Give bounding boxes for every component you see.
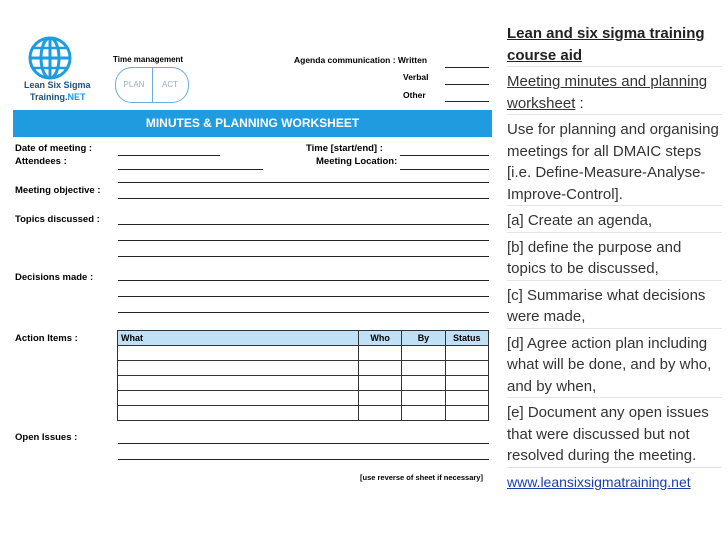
table-header-row — [118, 331, 489, 346]
table-row — [118, 406, 489, 421]
date-of-meeting-label: Date of meeting : — [15, 143, 93, 154]
attendees-label: Attendees : — [15, 156, 67, 167]
table-row — [118, 346, 489, 361]
side-subheading: Meeting minutes and planning worksheet — [507, 73, 708, 112]
side-subheading-block — [507, 71, 722, 115]
verbal-line — [445, 84, 489, 85]
side-description — [507, 23, 722, 497]
agenda-communication-label: Agenda communication : Written — [294, 55, 428, 65]
objective-line-1 — [118, 182, 489, 183]
meeting-objective-label: Meeting objective : — [15, 185, 101, 196]
side-step-a: [a] Create an agenda, — [507, 210, 722, 233]
other-label: Other — [403, 90, 426, 100]
attendees-line — [118, 169, 263, 170]
table-row — [118, 361, 489, 376]
side-step-e: [e] Document any open issues that were discussed but not resolved during the meeting. — [507, 402, 722, 468]
table-row — [118, 376, 489, 391]
open-issues-line-2 — [118, 459, 489, 460]
time-label: Time [start/end] : — [306, 143, 383, 154]
globe-logo-icon — [28, 36, 72, 80]
verbal-label: Verbal — [403, 72, 429, 82]
decisions-line-2 — [118, 296, 489, 297]
time-line — [400, 155, 489, 156]
website-link[interactable]: www.leansixsigmatraining.net — [507, 473, 691, 490]
written-line — [445, 67, 489, 68]
topics-line-2 — [118, 240, 489, 241]
logo-net: NET — [67, 92, 86, 102]
table-header-by: By — [402, 331, 445, 346]
topics-line-3 — [118, 256, 489, 257]
decisions-made-label: Decisions made : — [15, 272, 94, 283]
table-header-what: What — [118, 331, 359, 346]
side-subheading-suffix: : — [575, 94, 584, 112]
objective-line-2 — [118, 198, 489, 199]
table-header-who: Who — [358, 331, 401, 346]
table-header-status: Status — [445, 331, 488, 346]
open-issues-label: Open Issues : — [15, 432, 78, 443]
worksheet-banner-title: MINUTES & PLANNING WORKSHEET — [13, 110, 492, 137]
plan-act-pill — [115, 67, 189, 103]
time-management-label: Time management — [113, 55, 184, 64]
table-row — [118, 391, 489, 406]
decisions-line-3 — [118, 312, 489, 313]
action-items-label: Action Items : — [15, 333, 78, 344]
date-line — [118, 155, 220, 156]
logo-line2 — [30, 92, 86, 102]
side-heading: Lean and six sigma training course aid — [507, 23, 722, 67]
side-intro: Use for planning and organising meetings for all DMAIC steps [i.e. Define-Measure-Analyse-Improve-Control]. — [507, 119, 722, 206]
meeting-location-label: Meeting Location: — [316, 156, 398, 167]
side-step-d: [d] Agree action plan including what will be done, and by who, and by when, — [507, 333, 722, 399]
open-issues-line-1 — [118, 443, 489, 444]
reverse-sheet-note: [use reverse of sheet if necessary] — [360, 473, 483, 482]
pill-act: ACT — [162, 80, 178, 89]
decisions-line-1 — [118, 280, 489, 281]
side-step-b: [b] define the purpose and topics to be discussed, — [507, 237, 722, 281]
topics-discussed-label: Topics discussed : — [15, 214, 100, 225]
logo-training: Training. — [30, 92, 68, 102]
side-step-c: [c] Summarise what decisions were made, — [507, 285, 722, 329]
topics-line-1 — [118, 224, 489, 225]
logo-line1: Lean Six Sigma — [24, 80, 91, 90]
location-line — [400, 169, 489, 170]
pill-plan: PLAN — [116, 68, 153, 102]
action-items-table — [117, 330, 489, 421]
other-line — [445, 101, 489, 102]
